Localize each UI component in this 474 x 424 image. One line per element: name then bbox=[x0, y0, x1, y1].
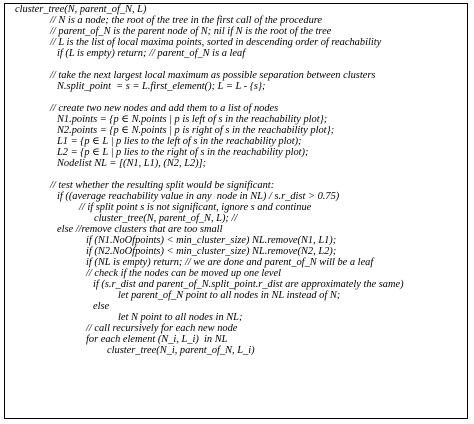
code-line: if ((average reachability value in any node in NL) / s.r_dist > 0.75) bbox=[57, 191, 340, 202]
comment-line: // take the next largest local maximum as possible separation between clusters bbox=[50, 70, 376, 81]
code-line: if (N2.NoOfpoints) < min_cluster_size) NL.remove(N2, L2); bbox=[86, 246, 337, 257]
comment-line: // check if the nodes can be moved up one level bbox=[86, 268, 282, 279]
code-line: if (N1.NoOfpoints) < min_cluster_size) NL.remove(N1, L1); bbox=[86, 235, 337, 246]
comment-line: // parent_of_N is the parent node of N; nil if N is the root of the tree bbox=[50, 26, 332, 37]
comment-line: // test whether the resulting split would be significant: bbox=[50, 180, 275, 191]
code-line: N2.points = {p ∈ N.points | p is right of s in the reachability plot}; bbox=[57, 125, 335, 136]
code-line: else bbox=[93, 301, 110, 312]
procedure-signature: cluster_tree(N, parent_of_N, L) bbox=[15, 4, 147, 15]
code-line: if (NL is empty) return; // we are done and parent_of_N will be a leaf bbox=[86, 257, 374, 268]
comment-line: // create two new nodes and add them to a list of nodes bbox=[50, 103, 279, 114]
comment-line: // if split point s is not significant, ignore s and continue bbox=[79, 202, 312, 213]
code-line: for each element (N_i, L_i) in NL bbox=[86, 334, 228, 345]
code-line: let N point to all nodes in NL; bbox=[118, 312, 243, 323]
comment-line: // N is a node; the root of the tree in the first call of the procedure bbox=[50, 15, 323, 26]
code-line: if (L is empty) return; // parent_of_N is a leaf bbox=[57, 48, 246, 59]
code-line: N.split_point = s = L.first_element(); L = L - {s}; bbox=[57, 81, 266, 92]
code-line: if (s.r_dist and parent_of_N.split_point.r_dist are approximately the same) bbox=[93, 279, 404, 290]
code-line: N1.points = {p ∈ N.points | p is left of s in the reachability plot}; bbox=[57, 114, 328, 125]
code-line: let parent_of_N point to all nodes in NL instead of N; bbox=[118, 290, 341, 301]
code-line: cluster_tree(N, parent_of_N, L); // bbox=[94, 213, 238, 224]
code-line: L2 = {p ∈ L | p lies to the right of s in the reachability plot); bbox=[57, 147, 309, 158]
code-line: Nodelist NL = [(N1, L1), (N2, L2)]; bbox=[57, 158, 207, 169]
code-line: else //remove clusters that are too small bbox=[57, 224, 223, 235]
comment-line: // L is the list of local maxima points, sorted in descending order of reachability bbox=[50, 37, 382, 48]
code-line: L1 = {p ∈ L | p lies to the left of s in the reachability plot); bbox=[57, 136, 302, 147]
comment-line: // call recursively for each new node bbox=[86, 323, 238, 334]
code-line: cluster_tree(N_i, parent_of_N, L_i) bbox=[107, 345, 255, 356]
